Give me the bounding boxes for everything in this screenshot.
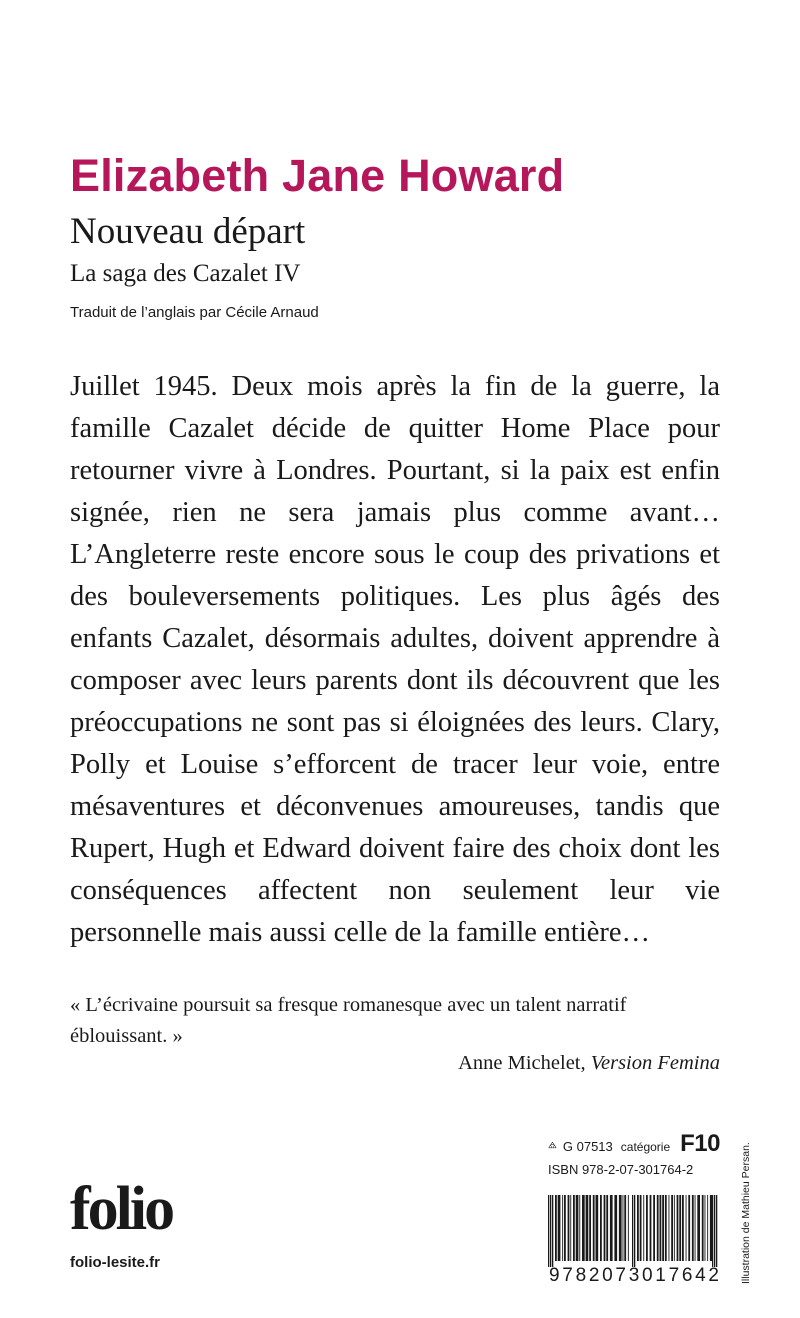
barcode-bar (697, 1195, 700, 1261)
barcode-bars (548, 1195, 717, 1267)
barcode-bar (564, 1195, 566, 1261)
barcode-bar (686, 1195, 687, 1261)
barcode-bar (606, 1195, 608, 1261)
barcode-bar (637, 1195, 639, 1261)
folio-logo: folio (70, 1175, 173, 1243)
barcode-bar (650, 1195, 652, 1261)
barcode-bar (657, 1195, 659, 1261)
barcode-bar (576, 1195, 579, 1261)
barcode-bar (550, 1195, 551, 1267)
barcode-bar (716, 1195, 717, 1267)
product-code: G 07513 (562, 1139, 613, 1154)
illustration-credit: Illustration de Mathieu Persan. (740, 1142, 752, 1284)
author-name: Elizabeth Jane Howard (70, 150, 565, 201)
barcode-bar (586, 1195, 589, 1261)
barcode-bar (628, 1195, 629, 1261)
barcode-bar (600, 1195, 602, 1261)
three-triangles-icon (548, 1137, 557, 1153)
barcode-bar (643, 1195, 644, 1261)
book-title: Nouveau départ (70, 211, 306, 252)
barcode-bar (596, 1195, 599, 1261)
quote-attribution (458, 1052, 720, 1075)
press-quote: « L’écrivaine poursuit sa fresque romanesque avec un talent narratif éblouissant. » (70, 994, 627, 1047)
product-codes (548, 1130, 720, 1177)
barcode-bar (674, 1195, 675, 1261)
isbn-barcode (546, 1193, 722, 1283)
barcode-bar (589, 1195, 591, 1261)
quote-source: Version Femina (590, 1052, 720, 1074)
barcode-bar (634, 1195, 635, 1267)
barcode-bar (695, 1195, 696, 1261)
barcode-bar (579, 1195, 580, 1261)
barcode-bar (573, 1195, 575, 1261)
price-category: F10 (680, 1130, 720, 1157)
barcode-bar (614, 1195, 617, 1261)
barcode-bar (662, 1195, 664, 1261)
barcode-bar (682, 1195, 684, 1261)
book-subtitle: La saga des Cazalet IV (70, 260, 301, 287)
barcode-bar (692, 1195, 694, 1261)
barcode-bar (677, 1195, 679, 1261)
barcode-bar (688, 1195, 690, 1261)
barcode-bar (558, 1195, 561, 1261)
barcode-bar (624, 1195, 626, 1261)
barcode-bar (669, 1195, 670, 1261)
barcode-bar (570, 1195, 571, 1261)
barcode-bar (660, 1195, 662, 1261)
barcode-bar (671, 1195, 673, 1261)
barcode-bar (593, 1195, 595, 1261)
barcode-bar (548, 1195, 549, 1267)
barcode-bar (623, 1195, 624, 1261)
barcode-bar (610, 1195, 613, 1261)
barcode-bar (555, 1195, 557, 1261)
barcode-bar (552, 1195, 553, 1267)
barcode-bar (712, 1195, 713, 1267)
barcode-bar (632, 1195, 633, 1267)
publisher-site: folio-lesite.fr (70, 1254, 161, 1271)
code-row (548, 1130, 720, 1158)
barcode-digits: 9782073017642 (549, 1265, 719, 1283)
barcode-bar (679, 1195, 681, 1261)
barcode-bar (653, 1195, 655, 1261)
barcode-bar (568, 1195, 570, 1261)
barcode-bar (582, 1195, 585, 1261)
barcode-bar (707, 1195, 708, 1261)
barcode-bar (619, 1195, 622, 1261)
barcode-bar (640, 1195, 642, 1261)
quote-author: Anne Michelet, (458, 1052, 586, 1074)
blurb-text: Juillet 1945. Deux mois après la fin de la guerre, la famille Cazalet décide de quitter Home Place pour retourner vivre à Londres. Pourtant, si la paix est enfin signée, rien ne sera jamais plus comme avant… L’Angleterre reste encore sous le coup des privations et des bouleversements politiques. Les plus âgés des enfants Cazalet, désormais adultes, doivent apprendre à composer avec leurs parents dont ils découvrent que les préoccupations ne sont pas si éloignées des leurs. Clary, Polly et Louise s’efforcent de tracer leur voie, entre mésaventures et déconvenues amoureuses, tandis que Rupert, Hugh et Edward doivent faire des choix dont les conséquences affectent non seulement leur vie personnelle mais aussi celle de la famille entière… (70, 371, 720, 948)
barcode-bar (665, 1195, 667, 1261)
barcode-bar (604, 1195, 606, 1261)
barcode-bar (714, 1195, 715, 1267)
barcode-bar (705, 1195, 706, 1261)
translator-credit: Traduit de l’anglais par Cécile Arnaud (70, 304, 319, 321)
barcode-bar (562, 1195, 563, 1261)
isbn: ISBN 978-2-07-301764-2 (548, 1162, 694, 1177)
barcode-bar (646, 1195, 648, 1261)
barcode-bar (702, 1195, 704, 1261)
category-label: catégorie (620, 1140, 671, 1154)
